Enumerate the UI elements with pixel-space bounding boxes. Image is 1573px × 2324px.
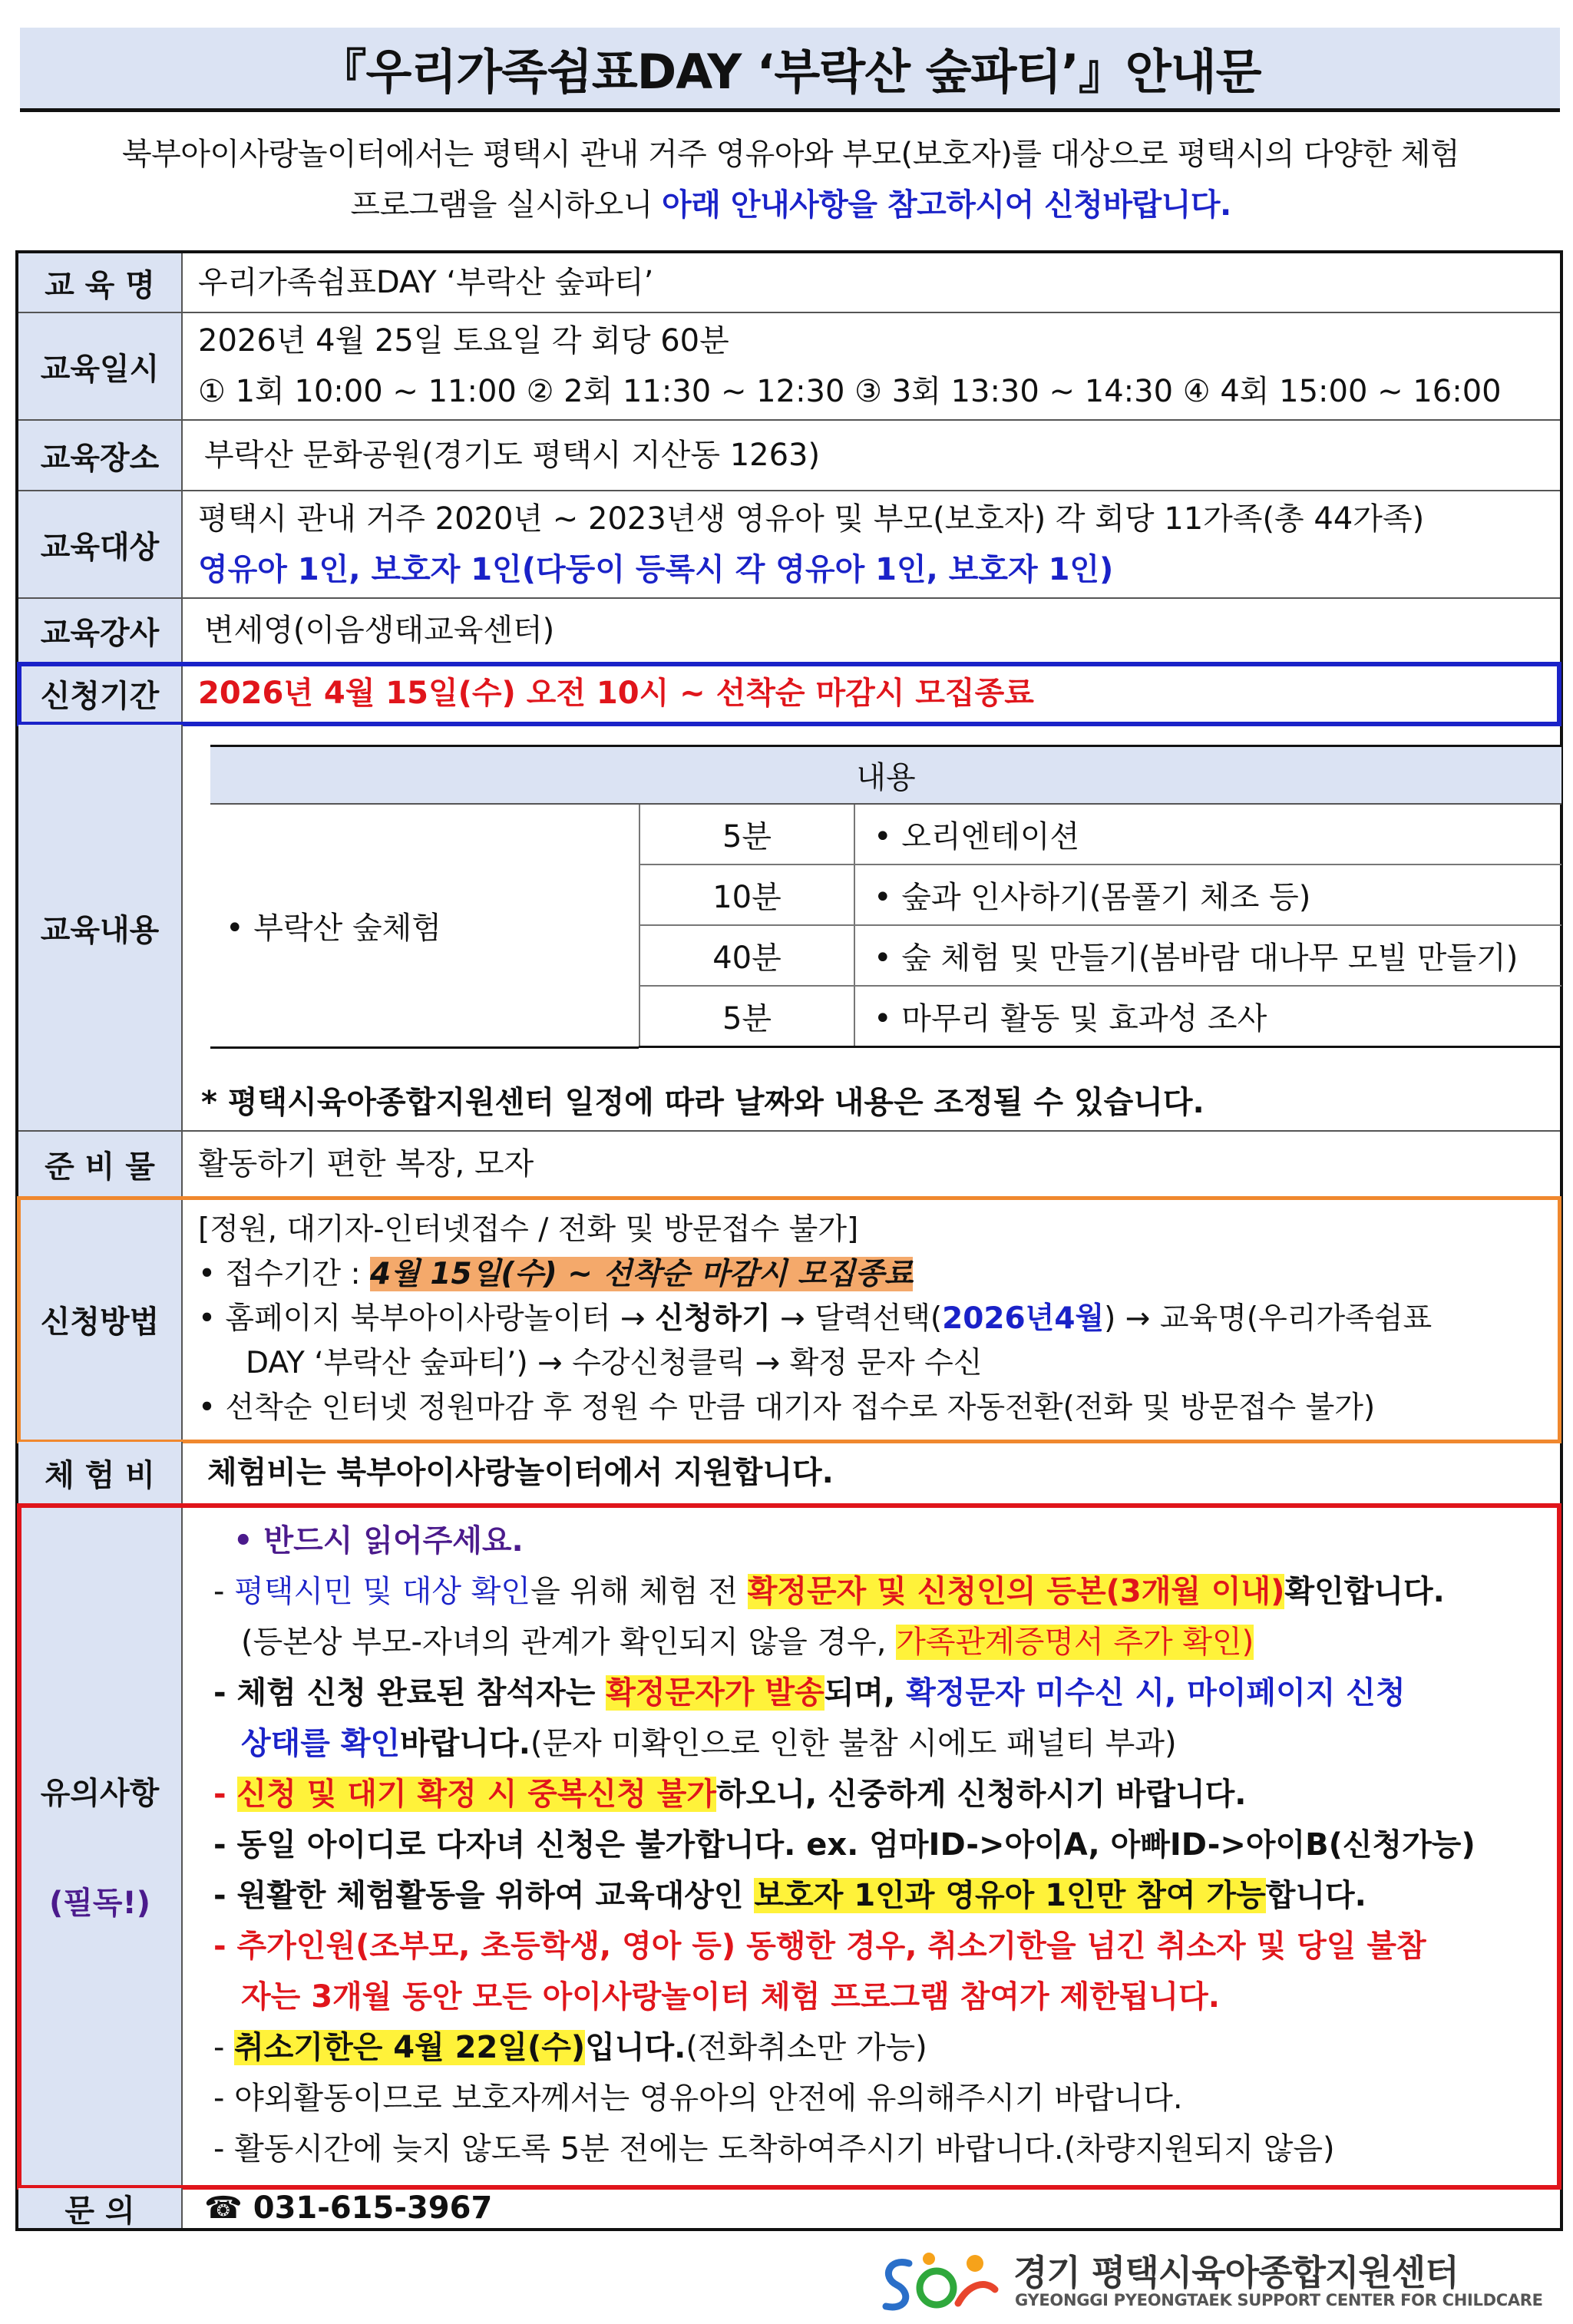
label-target: 교육대상 (18, 491, 183, 597)
row-apply-period (18, 663, 1560, 725)
value-target: 평택시 관내 거주 2020년 ~ 2023년생 영유아 및 부모(보호자) 각 회당 11가족(총 44가족) 영유아 1인, 보호자 1인(다둥이 등록시 각 영유아 1인, 보호자 1인) (198, 501, 1425, 587)
content-item-minutes: 10분 (639, 865, 855, 924)
value-notice: • 반드시 읽어주세요. - 평택시민 및 대상 확인을 위해 체험 전 확정문자 및 신청인의 등본(3개월 이내)확인합니다. (등본상 부모-자녀의 관계가 확인되지 않을 경우, 가족관계증명서 추가 확인) - 체험 신청 완료된 참석자는 확정문자가 발송되며, 확정문자 미수신 시, 마이페이지 신청 상태를 확인바랍니다.(문자 미확인으로 인한 불참 시에도 패널티 부과) - 신청 및 대기 확정 시 중복신청 불가하오니, 신중하게 신청하시기 바랍니다. - 동일 아이디로 다자녀 신청은 불가합니다. ex. 엄마ID->아이A, 아빠ID->아이B(신청가능) - 원활한 체험활동을 위하여 교육대상인 보호자 1인과 영유아 1인만 참여 가능합니다. - 추가인원(조부모, 초등학생, 영아 등) 동행한 경우, 취소기한을 넘긴 취소자 및 당일 불참 자는 3개월 동안 모든 아이사랑놀이터 체험 프로그램 참여가 제한됩니다. - 취소기한은 4월 22일(수)입니다.(전화취소만 가능) - 야외활동이므로 보호자께서는 영유아의 안전에 유의해주시기 바랍니다. - 활동시간에 늦지 않도록 5분 전에는 도착하여주시기 바랍니다.(차량지원되지 않음) (213, 1523, 1476, 2167)
row-notice (18, 1505, 1560, 2188)
label-notice: 유의사항 (필독!) (18, 1505, 183, 2187)
content-item-activity: • 숲 체험 및 만들기(봄바람 대나무 모빌 만들기) (874, 941, 1518, 976)
row-supplies (18, 1132, 1560, 1198)
page-title: 『우리가족쉼표DAY ‘부락산 숲파티’』안내문 (20, 28, 1560, 112)
row-target (18, 491, 1560, 599)
label-course-name: 교 육 명 (18, 253, 183, 312)
value-instructor: 변세영(이음생태교육센터) (204, 613, 555, 648)
value-supplies: 활동하기 편한 복장, 모자 (198, 1146, 534, 1182)
value-contact: ☎ 031-615-3967 (204, 2190, 493, 2226)
label-content: 교육내용 (18, 725, 183, 1130)
info-table (15, 250, 1563, 2231)
value-apply-period: 2026년 4월 15일(수) 오전 10시 ~ 선착순 마감시 모집종료 (198, 676, 1034, 711)
content-topic: • 부락산 숲체험 (210, 805, 639, 1049)
label-apply-period: 신청기간 (18, 663, 183, 723)
label-fee: 체 험 비 (18, 1442, 183, 1503)
content-item-activity: • 마무리 활동 및 효과성 조사 (874, 1001, 1267, 1036)
label-supplies: 준 비 물 (18, 1132, 183, 1196)
row-method (18, 1198, 1560, 1442)
content-item-minutes: 5분 (639, 805, 855, 864)
label-schedule: 교육일시 (18, 313, 183, 419)
intro-text (31, 129, 1551, 230)
content-item-activity: • 오리엔테이션 (874, 819, 1080, 855)
intro-emphasis: 아래 안내사항을 참고하시어 신청바랍니다. (662, 187, 1231, 223)
center-logo (878, 2243, 1554, 2319)
row-contact (18, 2188, 1560, 2228)
intro-line-1: 북부아이사랑놀이터에서는 평택시 관내 거주 영유아와 부모(보호자)를 대상으로 평택시의 다양한 체험 (121, 137, 1460, 172)
value-fee: 체험비는 북부아이사랑놀이터에서 지원합니다. (207, 1455, 834, 1490)
label-instructor: 교육강사 (18, 599, 183, 662)
content-header: 내용 (210, 745, 1561, 805)
value-course-name: 우리가족쉼표DAY ‘부락산 숲파티’ (198, 265, 654, 300)
center-logo-english: GYEONGGI PYEONGTAEK SUPPORT CENTER FOR CHILDCARE (1015, 2291, 1543, 2309)
intro-line-2: 프로그램을 실시하오니 아래 안내사항을 참고하시어 신청바랍니다. (350, 187, 1231, 223)
row-schedule (18, 313, 1560, 421)
value-method: [정원, 대기자-인터넷접수 / 전화 및 방문접수 불가] • 접수기간 : 4월 15일(수) ~ 선착순 마감시 모집종료 • 홈페이지 북부아이사랑놀이터 → 신청하기 → 달력선택(2026년4월) → 교육명(우리가족쉼표 DAY ‘부락산 숲파티’) → 수강신청클릭 → 확정 문자 수신 • 선착순 인터넷 정원마감 후 정원 수 만큼 대기자 접수로 자동전환(전화 및 방문접수 불가) (198, 1212, 1433, 1425)
content-item-activity: • 숲과 인사하기(몸풀기 체조 등) (874, 880, 1311, 915)
label-place: 교육장소 (18, 421, 183, 490)
value-place: 부락산 문화공원(경기도 평택시 지산동 1263) (204, 438, 821, 473)
center-logo-name: 경기 평택시육아종합지원센터 (1013, 2252, 1459, 2293)
content-item-row (639, 805, 1561, 865)
content-item-minutes: 40분 (639, 926, 855, 985)
content-item-minutes: 5분 (639, 987, 855, 1046)
content-item-row (639, 865, 1561, 926)
row-course-name (18, 253, 1560, 313)
label-must-read: (필독!) (48, 1886, 151, 1921)
must-read-heading: • 반드시 읽어주세요. (233, 1523, 524, 1559)
content-note: * 평택시육아종합지원센터 일정에 따라 날짜와 내용은 조정될 수 있습니다. (201, 1085, 1205, 1120)
method-period-highlight: 4월 15일(수) ~ 선착순 마감시 모집종료 (370, 1257, 914, 1291)
label-contact: 문 의 (18, 2188, 183, 2228)
content-item-row (639, 926, 1561, 987)
row-place (18, 421, 1560, 491)
value-schedule: 2026년 4월 25일 토요일 각 회당 60분 ① 1회 10:00 ~ 11:00 ② 2회 11:30 ~ 12:30 ③ 3회 13:30 ~ 14:30 ④ 4회 15:00 ~ 16:00 (198, 323, 1502, 409)
center-logo-icon (878, 2246, 1001, 2316)
label-method: 신청방법 (18, 1198, 183, 1440)
content-item-row (639, 987, 1561, 1048)
row-instructor (18, 599, 1560, 663)
row-fee (18, 1442, 1560, 1505)
